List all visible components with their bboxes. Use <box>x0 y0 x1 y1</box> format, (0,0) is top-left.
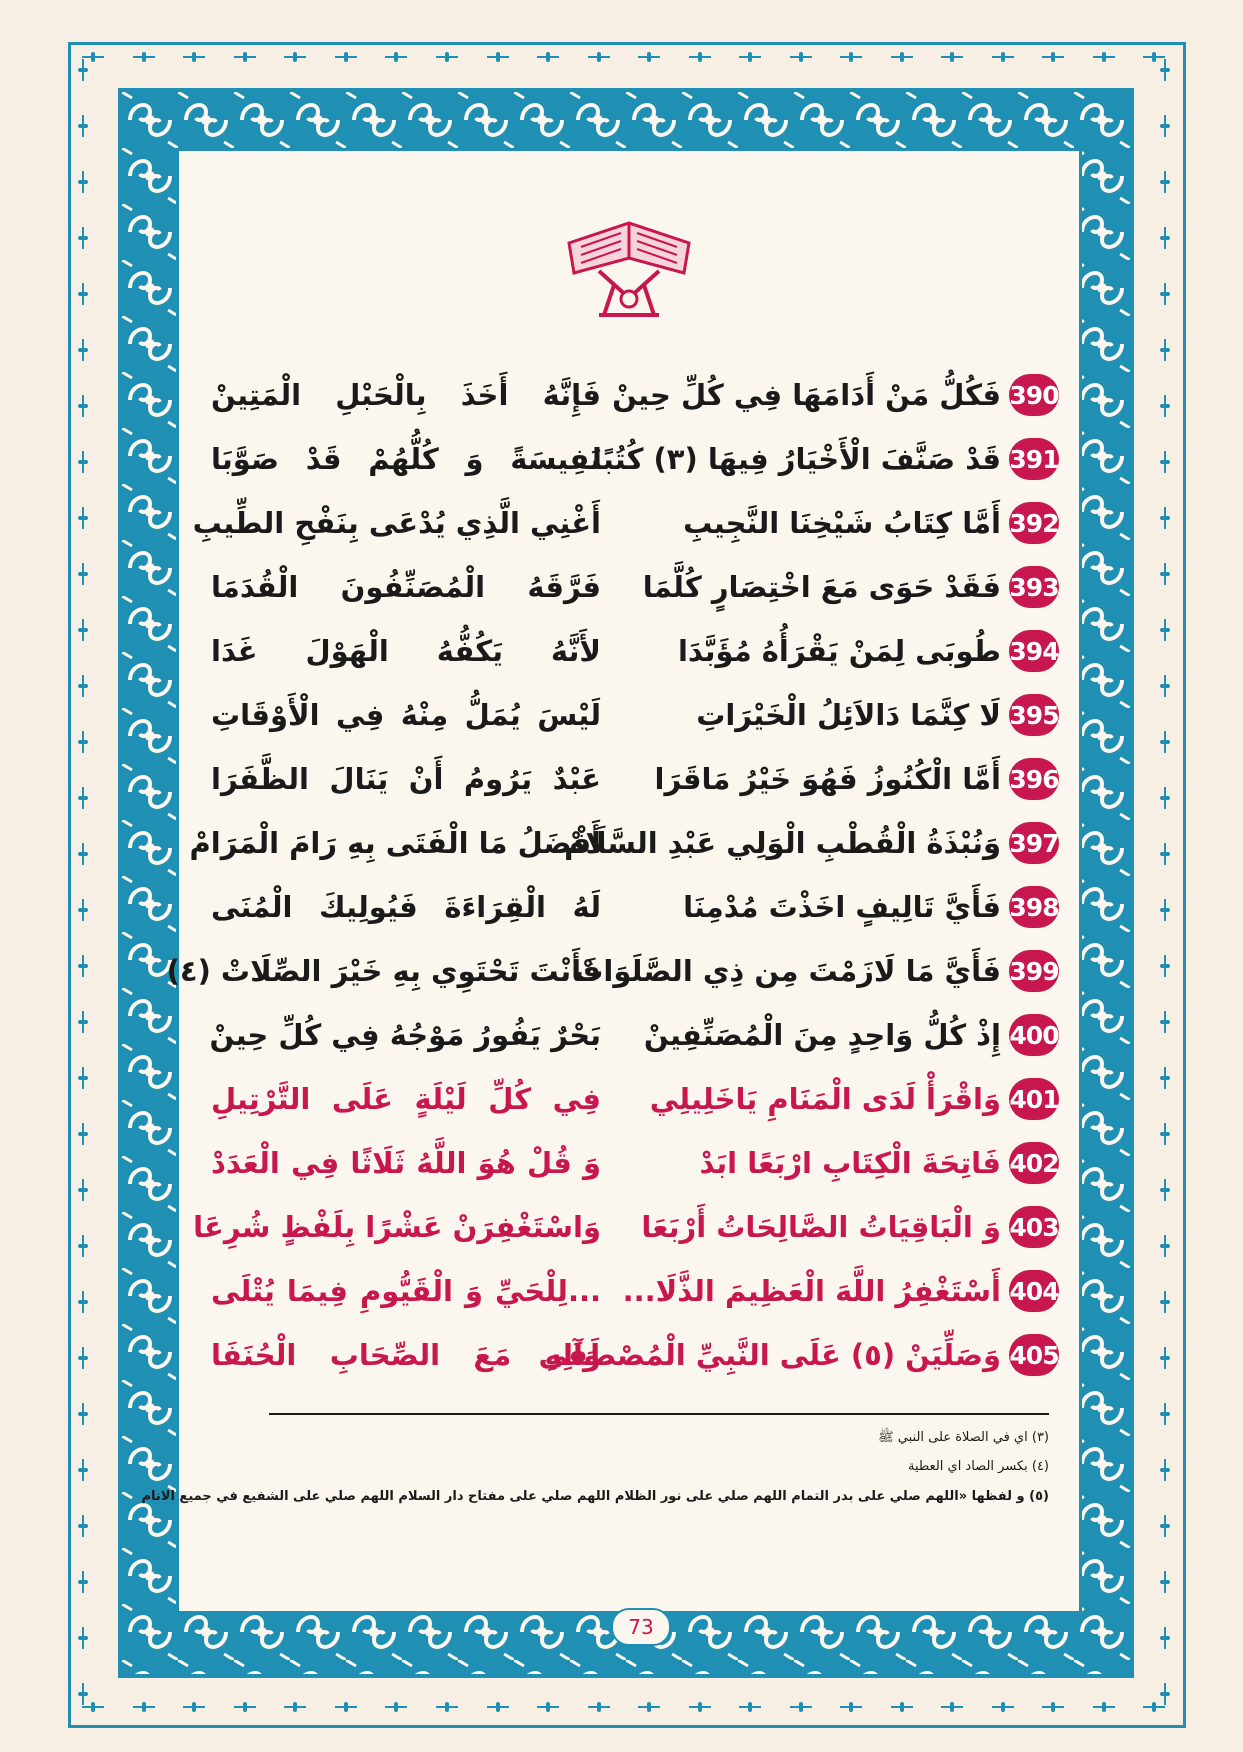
verse-number-badge: 397 <box>1009 822 1059 864</box>
verse-second-hemistich: وَآلِهِ مَعَ الصِّحَابِ الْحُنَفَا <box>211 1338 601 1372</box>
verse-number-badge: 395 <box>1009 694 1059 736</box>
verse-number-badge: 400 <box>1009 1014 1059 1056</box>
verse-row <box>199 619 1059 683</box>
verse-row <box>199 747 1059 811</box>
content-panel <box>141 148 1082 1614</box>
verse-number-badge: 392 <box>1009 502 1059 544</box>
verse-number-badge: 405 <box>1009 1334 1059 1376</box>
verse-row <box>199 1003 1059 1067</box>
verse-row <box>199 1067 1059 1131</box>
verse-second-hemistich: أَفْضَلُ مَا الْفَتَى بِهِ رَامَ الْمَرَامْ <box>189 826 601 860</box>
verse-second-hemistich: وَاسْتَغْفِرَنْ عَشْرًا بِلَفْظٍ شُرِعَا <box>193 1210 601 1244</box>
verse-number-badge: 404 <box>1009 1270 1059 1312</box>
verse-first-hemistich: فَكُلُّ مَنْ أَدَامَهَا فِي كُلِّ حِينْ <box>612 378 1001 412</box>
verse-first-hemistich: قَدْ صَنَّفَ الْأَخْيَارُ فِيهَا (٣) كُتُبًا <box>592 442 1001 476</box>
verse-number-badge: 390 <box>1009 374 1059 416</box>
verse-row <box>189 811 1059 875</box>
verse-row <box>199 427 1059 491</box>
verse-second-hemistich: فَإِنَّهُ أَخَذَ بِالْحَبْلِ الْمَتِينْ <box>211 378 601 412</box>
verse-first-hemistich: وَنُبْذَةُ الْقُطْبِ الْوَلِي عَبْدِ السَّلَامْ <box>564 826 1001 860</box>
verse-first-hemistich: أَسْتَغْفِرُ اللَّهَ الْعَظِيمَ الذَّلَا... <box>622 1274 1001 1308</box>
verse-second-hemistich: ...لِلْحَيِّ وَ الْقَيُّومِ فِيمَا يُتْلَى <box>211 1274 601 1308</box>
verse-first-hemistich: أَمَّا كِتَابُ شَيْخِنَا النَّجِيبِ <box>683 506 1001 540</box>
verse-number-badge: 394 <box>1009 630 1059 672</box>
verse-list <box>166 363 1059 1387</box>
verse-second-hemistich: فَأَنْتَ تَحْتَوِي بِهِ خَيْرَ الصِّلَاتْ (٤) <box>166 954 601 988</box>
verse-number-badge: 402 <box>1009 1142 1059 1184</box>
verse-second-hemistich: فَرَّقَهُ الْمُصَنِّفُونَ الْقُدَمَا <box>211 570 601 604</box>
footnote-3: (٣) اي في الصلاة على النبي ﷺ <box>877 1430 1049 1445</box>
footnote-4: (٤) بكسر الصاد اي العطية <box>907 1459 1049 1474</box>
verse-first-hemistich: فَاتِحَةَ الْكِتَابِ ارْبَعًا ابَدْ <box>699 1146 1001 1180</box>
page-number: 73 <box>611 1608 671 1646</box>
verse-row <box>199 1323 1059 1387</box>
verse-second-hemistich: نَفِيسَةً وَ كُلُّهُمْ قَدْ صَوَّبَا <box>211 442 601 476</box>
verse-row <box>199 1259 1059 1323</box>
verse-number-badge: 403 <box>1009 1206 1059 1248</box>
verse-second-hemistich: لأَنَّهُ يَكُفُّهُ الْهَوْلَ غَدَا <box>211 634 601 668</box>
verse-row <box>199 875 1059 939</box>
verse-second-hemistich: عَبْدٌ يَرُومُ أَنْ يَنَالَ الظَّفَرَا <box>211 762 601 796</box>
verse-number-badge: 399 <box>1009 950 1059 992</box>
verse-first-hemistich: فَأَيَّ مَا لَازَمْتَ مِن ذِي الصَّلَوَاتْ <box>574 954 1001 988</box>
verse-first-hemistich: إِذْ كُلُّ وَاحِدٍ مِنَ الْمُصَنِّفِينْ <box>643 1018 1001 1052</box>
verse-first-hemistich: لَا كِنَّمَا دَالاَئِلُ الْخَيْرَاتِ <box>696 698 1001 732</box>
verse-second-hemistich: لَهُ الْقِرَاءَةَ فَيُولِيكَ الْمُنَى <box>211 890 601 924</box>
verse-second-hemistich: فِي كُلِّ لَيْلَةٍ عَلَى التَّرْتِيلِ <box>211 1082 601 1116</box>
verse-first-hemistich: طُوبَى لِمَنْ يَقْرَأُهُ مُؤَبَّدَا <box>677 634 1001 668</box>
verse-second-hemistich: بَحْرٌ يَفُورُ مَوْجُهُ فِي كُلِّ حِينْ <box>209 1018 601 1052</box>
verse-first-hemistich: أَمَّا الْكُنُوزُ فَهُوَ خَيْرُ مَاقَرَا <box>654 762 1001 796</box>
verse-first-hemistich: فَقَدْ حَوَى مَعَ اخْتِصَارٍ كُلَّمَا <box>642 570 1001 604</box>
verse-first-hemistich: وَاقْرَأْ لَدَى الْمَنَامِ يَاخَلِيلِي <box>649 1082 1001 1116</box>
verse-second-hemistich: أَغْنِي الَّذِي يُدْعَى بِنَفْحِ الطِّيبِ <box>192 506 601 540</box>
verse-row <box>199 683 1059 747</box>
verse-number-badge: 396 <box>1009 758 1059 800</box>
verse-row <box>192 491 1059 555</box>
footnote-rule <box>269 1413 1049 1415</box>
verse-row <box>193 1195 1059 1259</box>
verse-number-badge: 391 <box>1009 438 1059 480</box>
footnote-5: (٥) و لفظها «اللهم صلي على بدر التمام اللهم صلي على نور الظلام اللهم صلي على مفتاح دار السلام اللهم صلي على الشفيع في جميع الانام <box>141 1489 1049 1504</box>
verse-number-badge: 401 <box>1009 1078 1059 1120</box>
verse-row <box>166 939 1059 1003</box>
verse-row <box>199 1131 1059 1195</box>
verse-first-hemistich: فَأَيَّ تَالِيفٍ اخَذْتَ مُدْمِنَا <box>683 890 1001 924</box>
verse-number-badge: 398 <box>1009 886 1059 928</box>
verse-first-hemistich: وَ الْبَاقِيَاتُ الصَّالِحَاتُ أَرْبَعَا <box>641 1210 1001 1244</box>
verse-first-hemistich: وَصَلِّيَنْ (٥) عَلَى النَّبِيِّ الْمُصْطَفَى <box>538 1338 1001 1372</box>
verse-second-hemistich: لَيْسَ يُمَلُّ مِنْهُ فِي الْأَوْقَاتِ <box>211 698 601 732</box>
verse-number-badge: 393 <box>1009 566 1059 608</box>
verse-row <box>199 363 1059 427</box>
verse-row <box>199 555 1059 619</box>
verse-second-hemistich: وَ قُلْ هُوَ اللَّهُ ثَلَاثًا فِي الْعَدَدْ <box>211 1146 601 1180</box>
open-book-on-stand-icon <box>559 203 699 323</box>
